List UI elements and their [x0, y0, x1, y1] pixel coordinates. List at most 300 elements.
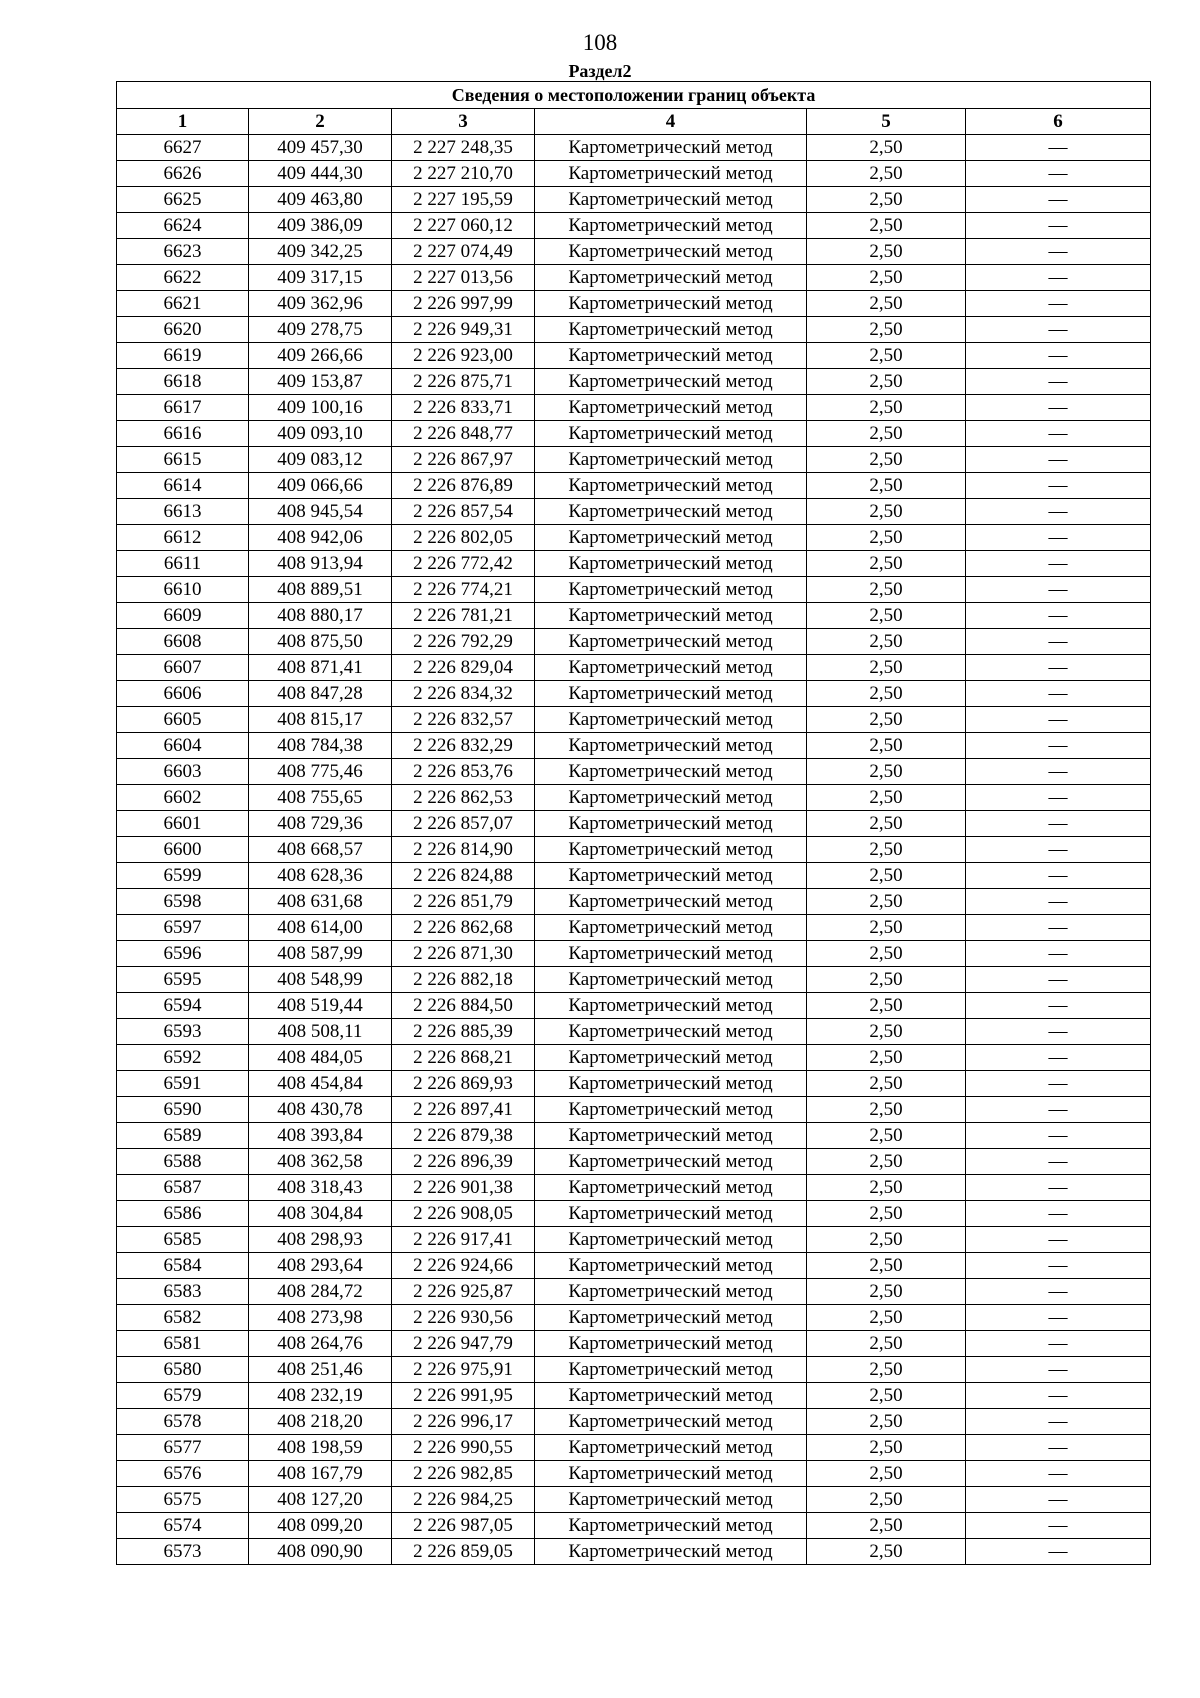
method-cell: Картометрический метод: [535, 447, 807, 473]
x-coordinate-cell: 408 304,84: [249, 1201, 392, 1227]
description-cell: —: [966, 1253, 1151, 1279]
description-cell: —: [966, 1097, 1151, 1123]
accuracy-cell: 2,50: [807, 1253, 966, 1279]
y-coordinate-cell: 2 226 925,87: [392, 1279, 535, 1305]
description-cell: —: [966, 863, 1151, 889]
point-number-cell: 6579: [117, 1383, 249, 1409]
description-cell: —: [966, 681, 1151, 707]
accuracy-cell: 2,50: [807, 1331, 966, 1357]
accuracy-cell: 2,50: [807, 577, 966, 603]
point-number-cell: 6602: [117, 785, 249, 811]
description-cell: —: [966, 499, 1151, 525]
table-row: [117, 941, 1151, 967]
table-row: [117, 1383, 1151, 1409]
x-coordinate-cell: 408 430,78: [249, 1097, 392, 1123]
accuracy-cell: 2,50: [807, 1513, 966, 1539]
method-cell: Картометрический метод: [535, 1435, 807, 1461]
accuracy-cell: 2,50: [807, 993, 966, 1019]
table-row: [117, 1227, 1151, 1253]
accuracy-cell: 2,50: [807, 473, 966, 499]
accuracy-cell: 2,50: [807, 1227, 966, 1253]
accuracy-cell: 2,50: [807, 1175, 966, 1201]
table-row: [117, 1487, 1151, 1513]
x-coordinate-cell: 409 153,87: [249, 369, 392, 395]
accuracy-cell: 2,50: [807, 1149, 966, 1175]
accuracy-cell: 2,50: [807, 759, 966, 785]
point-number-cell: 6595: [117, 967, 249, 993]
x-coordinate-cell: 408 945,54: [249, 499, 392, 525]
accuracy-cell: 2,50: [807, 421, 966, 447]
method-cell: Картометрический метод: [535, 1045, 807, 1071]
description-cell: —: [966, 733, 1151, 759]
description-cell: —: [966, 213, 1151, 239]
table-row: [117, 447, 1151, 473]
x-coordinate-cell: 408 755,65: [249, 785, 392, 811]
method-cell: Картометрический метод: [535, 473, 807, 499]
x-coordinate-cell: 408 293,64: [249, 1253, 392, 1279]
y-coordinate-cell: 2 226 947,79: [392, 1331, 535, 1357]
description-cell: —: [966, 265, 1151, 291]
table-row: [117, 395, 1151, 421]
table-header-row: [117, 109, 1151, 135]
accuracy-cell: 2,50: [807, 1201, 966, 1227]
description-cell: —: [966, 759, 1151, 785]
accuracy-cell: 2,50: [807, 629, 966, 655]
x-coordinate-cell: 409 093,10: [249, 421, 392, 447]
table-row: [117, 1435, 1151, 1461]
table-row: [117, 681, 1151, 707]
accuracy-cell: 2,50: [807, 213, 966, 239]
accuracy-cell: 2,50: [807, 863, 966, 889]
description-cell: —: [966, 1513, 1151, 1539]
method-cell: Картометрический метод: [535, 577, 807, 603]
point-number-cell: 6586: [117, 1201, 249, 1227]
description-cell: —: [966, 1201, 1151, 1227]
x-coordinate-cell: 408 167,79: [249, 1461, 392, 1487]
method-cell: Картометрический метод: [535, 421, 807, 447]
table-row: [117, 343, 1151, 369]
x-coordinate-cell: 408 942,06: [249, 525, 392, 551]
description-cell: —: [966, 161, 1151, 187]
x-coordinate-cell: 408 871,41: [249, 655, 392, 681]
description-cell: —: [966, 525, 1151, 551]
description-cell: —: [966, 421, 1151, 447]
table-row: [117, 1409, 1151, 1435]
table-row: [117, 577, 1151, 603]
accuracy-cell: 2,50: [807, 1435, 966, 1461]
y-coordinate-cell: 2 226 990,55: [392, 1435, 535, 1461]
method-cell: Картометрический метод: [535, 395, 807, 421]
description-cell: —: [966, 317, 1151, 343]
point-number-cell: 6604: [117, 733, 249, 759]
description-cell: —: [966, 1435, 1151, 1461]
method-cell: Картометрический метод: [535, 1383, 807, 1409]
x-coordinate-cell: 408 127,20: [249, 1487, 392, 1513]
table-row: [117, 863, 1151, 889]
description-cell: —: [966, 941, 1151, 967]
method-cell: Картометрический метод: [535, 551, 807, 577]
description-cell: —: [966, 967, 1151, 993]
description-cell: —: [966, 1487, 1151, 1513]
point-number-cell: 6618: [117, 369, 249, 395]
table-row: [117, 603, 1151, 629]
y-coordinate-cell: 2 226 949,31: [392, 317, 535, 343]
description-cell: —: [966, 1409, 1151, 1435]
point-number-cell: 6608: [117, 629, 249, 655]
point-number-cell: 6620: [117, 317, 249, 343]
table-row: [117, 1279, 1151, 1305]
point-number-cell: 6596: [117, 941, 249, 967]
point-number-cell: 6594: [117, 993, 249, 1019]
accuracy-cell: 2,50: [807, 837, 966, 863]
table-caption-row: [117, 82, 1151, 109]
method-cell: Картометрический метод: [535, 1331, 807, 1357]
x-coordinate-cell: 408 631,68: [249, 889, 392, 915]
y-coordinate-cell: 2 226 857,07: [392, 811, 535, 837]
y-coordinate-cell: 2 226 833,71: [392, 395, 535, 421]
page-number: 108: [582, 30, 618, 55]
table-caption: Сведения о местоположении границ объекта: [117, 82, 1151, 109]
description-cell: —: [966, 1149, 1151, 1175]
y-coordinate-cell: 2 226 824,88: [392, 863, 535, 889]
description-cell: —: [966, 369, 1151, 395]
method-cell: Картометрический метод: [535, 161, 807, 187]
y-coordinate-cell: 2 226 814,90: [392, 837, 535, 863]
table-row: [117, 655, 1151, 681]
description-cell: —: [966, 1045, 1151, 1071]
method-cell: Картометрический метод: [535, 1227, 807, 1253]
table-row: [117, 707, 1151, 733]
point-number-cell: 6617: [117, 395, 249, 421]
x-coordinate-cell: 408 775,46: [249, 759, 392, 785]
point-number-cell: 6582: [117, 1305, 249, 1331]
y-coordinate-cell: 2 226 996,17: [392, 1409, 535, 1435]
description-cell: —: [966, 447, 1151, 473]
accuracy-cell: 2,50: [807, 135, 966, 161]
method-cell: Картометрический метод: [535, 603, 807, 629]
x-coordinate-cell: 409 444,30: [249, 161, 392, 187]
y-coordinate-cell: 2 227 248,35: [392, 135, 535, 161]
x-coordinate-cell: 408 273,98: [249, 1305, 392, 1331]
table-row: [117, 967, 1151, 993]
description-cell: —: [966, 1331, 1151, 1357]
table-row: [117, 213, 1151, 239]
description-cell: —: [966, 811, 1151, 837]
y-coordinate-cell: 2 226 875,71: [392, 369, 535, 395]
method-cell: Картометрический метод: [535, 889, 807, 915]
accuracy-cell: 2,50: [807, 1279, 966, 1305]
y-coordinate-cell: 2 226 884,50: [392, 993, 535, 1019]
accuracy-cell: 2,50: [807, 239, 966, 265]
x-coordinate-cell: 408 880,17: [249, 603, 392, 629]
point-number-cell: 6615: [117, 447, 249, 473]
point-number-cell: 6577: [117, 1435, 249, 1461]
point-number-cell: 6593: [117, 1019, 249, 1045]
description-cell: —: [966, 915, 1151, 941]
section-title: Раздел2: [568, 61, 632, 81]
table-row: [117, 1071, 1151, 1097]
y-coordinate-cell: 2 226 848,77: [392, 421, 535, 447]
accuracy-cell: 2,50: [807, 265, 966, 291]
table-row: [117, 317, 1151, 343]
point-number-cell: 6580: [117, 1357, 249, 1383]
method-cell: Картометрический метод: [535, 1175, 807, 1201]
method-cell: Картометрический метод: [535, 915, 807, 941]
x-coordinate-cell: 409 317,15: [249, 265, 392, 291]
method-cell: Картометрический метод: [535, 1019, 807, 1045]
method-cell: Картометрический метод: [535, 707, 807, 733]
table-row: [117, 993, 1151, 1019]
x-coordinate-cell: 409 266,66: [249, 343, 392, 369]
accuracy-cell: 2,50: [807, 1123, 966, 1149]
table-row: [117, 1253, 1151, 1279]
method-cell: Картометрический метод: [535, 1253, 807, 1279]
point-number-cell: 6626: [117, 161, 249, 187]
description-cell: —: [966, 291, 1151, 317]
table-row: [117, 1201, 1151, 1227]
description-cell: —: [966, 343, 1151, 369]
accuracy-cell: 2,50: [807, 499, 966, 525]
point-number-cell: 6610: [117, 577, 249, 603]
point-number-cell: 6614: [117, 473, 249, 499]
point-number-cell: 6574: [117, 1513, 249, 1539]
accuracy-cell: 2,50: [807, 395, 966, 421]
table-row: [117, 265, 1151, 291]
table-row: [117, 239, 1151, 265]
point-number-cell: 6623: [117, 239, 249, 265]
y-coordinate-cell: 2 226 924,66: [392, 1253, 535, 1279]
point-number-cell: 6627: [117, 135, 249, 161]
accuracy-cell: 2,50: [807, 1357, 966, 1383]
point-number-cell: 6583: [117, 1279, 249, 1305]
table-row: [117, 421, 1151, 447]
accuracy-cell: 2,50: [807, 889, 966, 915]
y-coordinate-cell: 2 226 871,30: [392, 941, 535, 967]
column-header: 3: [392, 109, 535, 135]
method-cell: Картометрический метод: [535, 967, 807, 993]
y-coordinate-cell: 2 226 997,99: [392, 291, 535, 317]
column-header: 2: [249, 109, 392, 135]
table-row: [117, 499, 1151, 525]
column-header: 6: [966, 109, 1151, 135]
accuracy-cell: 2,50: [807, 551, 966, 577]
method-cell: Картометрический метод: [535, 863, 807, 889]
table-row: [117, 1045, 1151, 1071]
table-row: [117, 187, 1151, 213]
accuracy-cell: 2,50: [807, 317, 966, 343]
table-row: [117, 1357, 1151, 1383]
y-coordinate-cell: 2 226 832,29: [392, 733, 535, 759]
method-cell: Картометрический метод: [535, 655, 807, 681]
accuracy-cell: 2,50: [807, 291, 966, 317]
y-coordinate-cell: 2 226 882,18: [392, 967, 535, 993]
y-coordinate-cell: 2 226 774,21: [392, 577, 535, 603]
table-row: [117, 837, 1151, 863]
description-cell: —: [966, 1357, 1151, 1383]
x-coordinate-cell: 408 362,58: [249, 1149, 392, 1175]
method-cell: Картометрический метод: [535, 785, 807, 811]
point-number-cell: 6598: [117, 889, 249, 915]
y-coordinate-cell: 2 226 975,91: [392, 1357, 535, 1383]
table-row: [117, 369, 1151, 395]
column-header: 5: [807, 109, 966, 135]
method-cell: Картометрический метод: [535, 681, 807, 707]
x-coordinate-cell: 408 090,90: [249, 1539, 392, 1565]
description-cell: —: [966, 577, 1151, 603]
point-number-cell: 6619: [117, 343, 249, 369]
accuracy-cell: 2,50: [807, 1383, 966, 1409]
description-cell: —: [966, 1539, 1151, 1565]
point-number-cell: 6575: [117, 1487, 249, 1513]
method-cell: Картометрический метод: [535, 1513, 807, 1539]
table-row: [117, 1305, 1151, 1331]
method-cell: Картометрический метод: [535, 135, 807, 161]
point-number-cell: 6599: [117, 863, 249, 889]
point-number-cell: 6592: [117, 1045, 249, 1071]
description-cell: —: [966, 1279, 1151, 1305]
x-coordinate-cell: 409 083,12: [249, 447, 392, 473]
accuracy-cell: 2,50: [807, 655, 966, 681]
point-number-cell: 6622: [117, 265, 249, 291]
y-coordinate-cell: 2 226 853,76: [392, 759, 535, 785]
table-row: [117, 525, 1151, 551]
y-coordinate-cell: 2 226 772,42: [392, 551, 535, 577]
accuracy-cell: 2,50: [807, 733, 966, 759]
x-coordinate-cell: 408 454,84: [249, 1071, 392, 1097]
description-cell: —: [966, 785, 1151, 811]
table-row: [117, 759, 1151, 785]
x-coordinate-cell: 409 457,30: [249, 135, 392, 161]
x-coordinate-cell: 408 815,17: [249, 707, 392, 733]
description-cell: —: [966, 837, 1151, 863]
method-cell: Картометрический метод: [535, 291, 807, 317]
description-cell: —: [966, 1071, 1151, 1097]
y-coordinate-cell: 2 226 862,68: [392, 915, 535, 941]
y-coordinate-cell: 2 226 991,95: [392, 1383, 535, 1409]
accuracy-cell: 2,50: [807, 1071, 966, 1097]
point-number-cell: 6589: [117, 1123, 249, 1149]
method-cell: Картометрический метод: [535, 369, 807, 395]
y-coordinate-cell: 2 226 879,38: [392, 1123, 535, 1149]
table-row: [117, 1175, 1151, 1201]
x-coordinate-cell: 408 614,00: [249, 915, 392, 941]
table-row: [117, 1539, 1151, 1565]
y-coordinate-cell: 2 226 834,32: [392, 681, 535, 707]
method-cell: Картометрический метод: [535, 837, 807, 863]
y-coordinate-cell: 2 226 987,05: [392, 1513, 535, 1539]
accuracy-cell: 2,50: [807, 941, 966, 967]
table-row: [117, 811, 1151, 837]
description-cell: —: [966, 1461, 1151, 1487]
table-row: [117, 915, 1151, 941]
y-coordinate-cell: 2 226 908,05: [392, 1201, 535, 1227]
method-cell: Картометрический метод: [535, 811, 807, 837]
table-row: [117, 1123, 1151, 1149]
y-coordinate-cell: 2 227 074,49: [392, 239, 535, 265]
description-cell: —: [966, 1305, 1151, 1331]
x-coordinate-cell: 409 100,16: [249, 395, 392, 421]
y-coordinate-cell: 2 226 917,41: [392, 1227, 535, 1253]
method-cell: Картометрический метод: [535, 499, 807, 525]
x-coordinate-cell: 408 889,51: [249, 577, 392, 603]
accuracy-cell: 2,50: [807, 369, 966, 395]
method-cell: Картометрический метод: [535, 1123, 807, 1149]
description-cell: —: [966, 629, 1151, 655]
y-coordinate-cell: 2 226 869,93: [392, 1071, 535, 1097]
accuracy-cell: 2,50: [807, 161, 966, 187]
x-coordinate-cell: 408 284,72: [249, 1279, 392, 1305]
method-cell: Картометрический метод: [535, 629, 807, 655]
method-cell: Картометрический метод: [535, 1409, 807, 1435]
boundary-coordinates-table: [116, 81, 1151, 1565]
table-row: [117, 291, 1151, 317]
table-body: [117, 135, 1151, 1565]
y-coordinate-cell: 2 226 829,04: [392, 655, 535, 681]
description-cell: —: [966, 551, 1151, 577]
accuracy-cell: 2,50: [807, 1019, 966, 1045]
method-cell: Картометрический метод: [535, 1305, 807, 1331]
y-coordinate-cell: 2 226 982,85: [392, 1461, 535, 1487]
method-cell: Картометрический метод: [535, 1097, 807, 1123]
point-number-cell: 6573: [117, 1539, 249, 1565]
point-number-cell: 6587: [117, 1175, 249, 1201]
y-coordinate-cell: 2 226 832,57: [392, 707, 535, 733]
point-number-cell: 6616: [117, 421, 249, 447]
method-cell: Картометрический метод: [535, 1279, 807, 1305]
point-number-cell: 6612: [117, 525, 249, 551]
y-coordinate-cell: 2 226 984,25: [392, 1487, 535, 1513]
table-row: [117, 1019, 1151, 1045]
method-cell: Картометрический метод: [535, 1149, 807, 1175]
accuracy-cell: 2,50: [807, 915, 966, 941]
x-coordinate-cell: 409 386,09: [249, 213, 392, 239]
table-row: [117, 733, 1151, 759]
x-coordinate-cell: 408 668,57: [249, 837, 392, 863]
table-row: [117, 1513, 1151, 1539]
x-coordinate-cell: 408 548,99: [249, 967, 392, 993]
table-row: [117, 551, 1151, 577]
x-coordinate-cell: 408 232,19: [249, 1383, 392, 1409]
y-coordinate-cell: 2 226 876,89: [392, 473, 535, 499]
description-cell: —: [966, 135, 1151, 161]
table-row: [117, 473, 1151, 499]
description-cell: —: [966, 1123, 1151, 1149]
accuracy-cell: 2,50: [807, 603, 966, 629]
method-cell: Картометрический метод: [535, 1201, 807, 1227]
description-cell: —: [966, 1175, 1151, 1201]
description-cell: —: [966, 1227, 1151, 1253]
x-coordinate-cell: 408 628,36: [249, 863, 392, 889]
table-row: [117, 629, 1151, 655]
x-coordinate-cell: 408 298,93: [249, 1227, 392, 1253]
x-coordinate-cell: 408 847,28: [249, 681, 392, 707]
point-number-cell: 6611: [117, 551, 249, 577]
method-cell: Картометрический метод: [535, 525, 807, 551]
y-coordinate-cell: 2 226 859,05: [392, 1539, 535, 1565]
x-coordinate-cell: 408 251,46: [249, 1357, 392, 1383]
y-coordinate-cell: 2 227 060,12: [392, 213, 535, 239]
method-cell: Картометрический метод: [535, 1539, 807, 1565]
y-coordinate-cell: 2 227 195,59: [392, 187, 535, 213]
method-cell: Картометрический метод: [535, 239, 807, 265]
method-cell: Картометрический метод: [535, 733, 807, 759]
method-cell: Картометрический метод: [535, 187, 807, 213]
point-number-cell: 6625: [117, 187, 249, 213]
method-cell: Картометрический метод: [535, 343, 807, 369]
description-cell: —: [966, 1383, 1151, 1409]
table-row: [117, 1331, 1151, 1357]
accuracy-cell: 2,50: [807, 1097, 966, 1123]
